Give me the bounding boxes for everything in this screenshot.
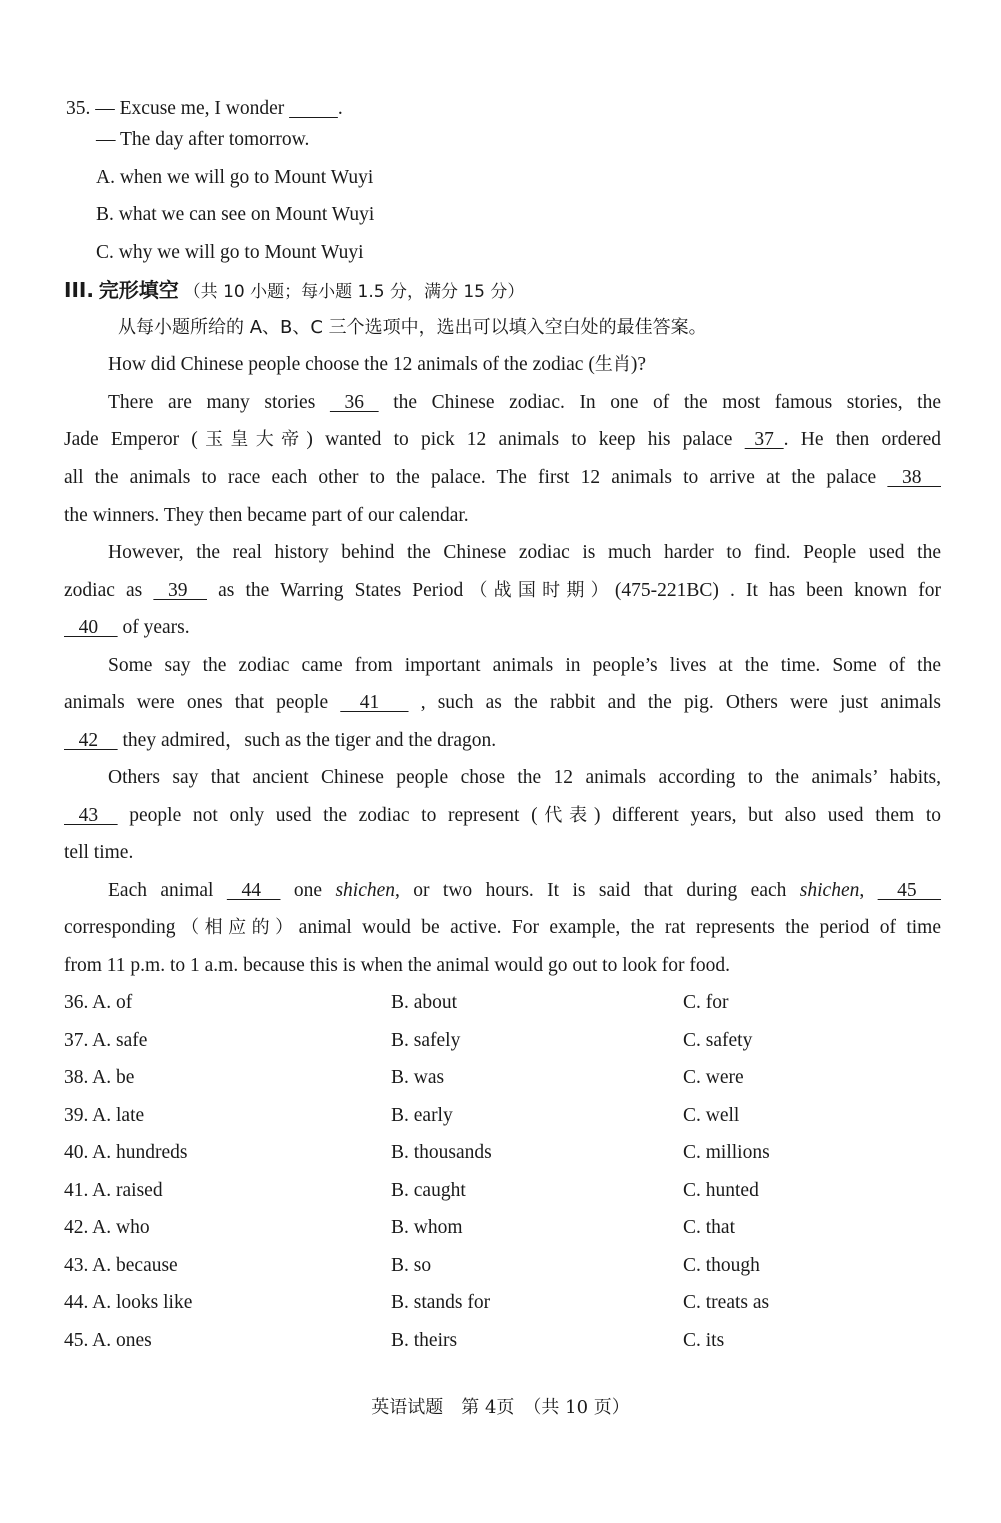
- p1-text-d: ) wanted to pick 12 animals to keep his palace: [306, 429, 745, 450]
- p2-line1: However, the real history behind the Chinese zodiac is much harder to find. People used the: [108, 542, 941, 563]
- p1-text-f: all the animals to race each other to the palace. The first 12 animals to arrive at the palace: [64, 467, 888, 488]
- p5-text-b: one: [293, 880, 336, 901]
- blank-38: 38: [887, 467, 941, 488]
- choice-40-a: 40. A. hundreds: [64, 1142, 188, 1163]
- p5-text-e: corresponding: [64, 917, 176, 938]
- p5-italic-2: shichen: [799, 880, 860, 901]
- p4-line2: [64, 804, 941, 828]
- p1-line2: [64, 428, 941, 452]
- p4-text-b: ) different years, but also used them to: [593, 805, 941, 826]
- p1-text-a: There are many stories: [108, 392, 330, 413]
- choice-36-b: B. about: [391, 992, 458, 1013]
- p4-line1: Others say that ancient Chinese people chose the 12 animals according to the animals’ habits,: [108, 767, 941, 788]
- section-number: III.: [64, 278, 94, 302]
- choice-37-c: C. safety: [683, 1030, 753, 1051]
- choice-44-c: C. treats as: [683, 1292, 770, 1313]
- choice-38-b: B. was: [391, 1067, 445, 1088]
- p3-text-c: they admired，such as the tiger and the dragon.: [117, 730, 497, 751]
- choice-42-a: 42. A. who: [64, 1217, 150, 1238]
- p5-line2: [64, 916, 941, 940]
- p2-line2: [64, 579, 941, 603]
- choice-44-a: 44. A. looks like: [64, 1292, 193, 1313]
- p1-line4: the winners. They then became part of our calendar.: [64, 505, 469, 526]
- choice-41-b: B. caught: [391, 1180, 466, 1201]
- choice-45-a: 45. A. ones: [64, 1330, 152, 1351]
- q35-blank: [289, 97, 338, 121]
- choice-40-b: B. thousands: [391, 1142, 492, 1163]
- choice-41-a: 41. A. raised: [64, 1180, 163, 1201]
- passage-title: [108, 353, 646, 377]
- choice-44-b: B. stands for: [391, 1292, 491, 1313]
- q35-option-c: C. why we will go to Mount Wuyi: [96, 242, 364, 263]
- q35-stem-end: .: [337, 98, 343, 119]
- q35-stem: [66, 97, 343, 121]
- p5-text-f: animal would be active. For example, the rat represents the period of time: [298, 917, 942, 938]
- choice-36-a: 36. A. of: [64, 992, 133, 1013]
- section-instruction: 从每小题所给的 A、B、C 三个选项中，选出可以填入空白处的最佳答案。: [118, 317, 707, 338]
- p4-line3: tell time.: [64, 842, 134, 863]
- choice-42-b: B. whom: [391, 1217, 463, 1238]
- p3-text-b: , such as the rabbit and the pig. Others were just animals: [420, 692, 942, 713]
- p2-text-a: zodiac as: [64, 580, 154, 601]
- blank-45: 45: [877, 880, 942, 901]
- p2-text-b: as the Warring States Period: [218, 580, 464, 601]
- choice-38-a: 38. A. be: [64, 1067, 135, 1088]
- p3-line1: Some say the zodiac came from important animals in people’s lives at the time. Some of the: [108, 655, 941, 676]
- p2-text-c: (475-221BC) . It has been known for: [614, 580, 942, 601]
- choice-43-a: 43. A. because: [64, 1255, 178, 1276]
- choice-41-c: C. hunted: [683, 1180, 759, 1201]
- choice-45-c: C. its: [683, 1330, 725, 1351]
- p5-text-c: , or two hours. It is said that during each: [395, 880, 800, 901]
- choice-39-c: C. well: [683, 1105, 740, 1126]
- p1-text-e: . He then ordered: [783, 429, 942, 450]
- choice-42-c: C. that: [683, 1217, 735, 1238]
- p3-line3: [64, 729, 496, 753]
- q35-reply: — The day after tomorrow.: [96, 129, 310, 150]
- section-title: 完形填空: [98, 278, 179, 302]
- q35-option-b: B. what we can see on Mount Wuyi: [96, 204, 375, 225]
- blank-39: 39: [153, 580, 207, 601]
- p2-line3: [64, 616, 190, 640]
- choice-39-a: 39. A. late: [64, 1105, 145, 1126]
- p3-line2: [64, 691, 941, 715]
- passage-title-cn: 生肖: [594, 354, 631, 375]
- p5-line3: from 11 p.m. to 1 a.m. because this is when the animal would go out to look for food.: [64, 955, 730, 976]
- p1-line3: [64, 466, 941, 490]
- choice-45-b: B. theirs: [391, 1330, 458, 1351]
- blank-42: 42: [64, 730, 118, 751]
- p2-text-cn: （战国时期）: [463, 580, 615, 601]
- blank-40: 40: [64, 617, 118, 638]
- blank-37: 37: [744, 429, 784, 450]
- choice-36-c: C. for: [683, 992, 729, 1013]
- p2-text-d: of years.: [117, 617, 190, 638]
- blank-43: 43: [64, 805, 118, 826]
- blank-44: 44: [226, 880, 281, 901]
- p4-text-cn: 代表: [537, 805, 594, 826]
- p5-text-d: ,: [859, 880, 878, 901]
- q35-stem-text: 35. — Excuse me, I wonder: [66, 98, 285, 119]
- page-footer: 英语试题 第 4页 （共 10 页）: [371, 1397, 630, 1418]
- passage-title-b: )?: [630, 354, 646, 375]
- choice-37-b: B. safely: [391, 1030, 461, 1051]
- p5-italic-1: shichen: [335, 880, 396, 901]
- choice-38-c: C. were: [683, 1067, 744, 1088]
- p1-text-c: Jade Emperor (: [64, 429, 198, 450]
- blank-41: 41: [340, 692, 409, 713]
- p5-line1: [108, 879, 941, 903]
- section-note: （共 10 小题；每小题 1.5 分，满分 15 分）: [183, 282, 525, 302]
- section-header: [64, 278, 524, 304]
- passage-title-a: How did Chinese people choose the 12 animals of the zodiac (: [108, 354, 595, 375]
- choice-43-b: B. so: [391, 1255, 432, 1276]
- choice-37-a: 37. A. safe: [64, 1030, 148, 1051]
- p5-text-cn: （相应的）: [175, 917, 299, 938]
- p1-text-b: the Chinese zodiac. In one of the most famous stories, the: [393, 392, 942, 413]
- blank-36: 36: [329, 392, 379, 413]
- p4-text-a: people not only used the zodiac to represent (: [129, 805, 538, 826]
- q35-option-a: A. when we will go to Mount Wuyi: [96, 167, 374, 188]
- p1-text-cn: 玉皇大帝: [197, 429, 307, 450]
- choice-39-b: B. early: [391, 1105, 453, 1126]
- p3-text-a: animals were ones that people: [64, 692, 341, 713]
- choice-40-c: C. millions: [683, 1142, 770, 1163]
- p1-line1: [108, 391, 941, 415]
- choice-43-c: C. though: [683, 1255, 760, 1276]
- p5-text-a: Each animal: [108, 880, 227, 901]
